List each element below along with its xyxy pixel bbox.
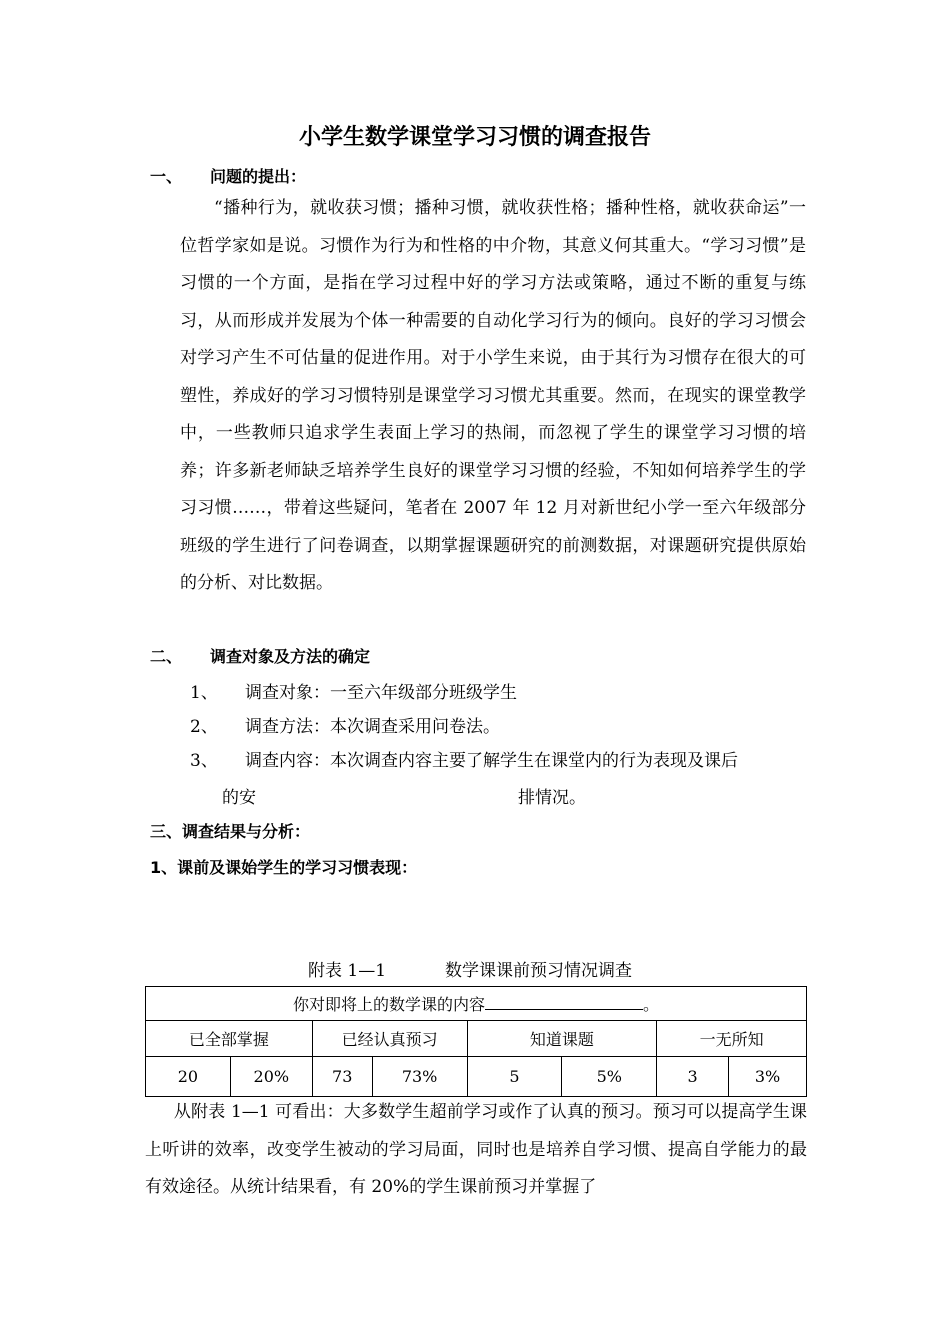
item-continuation-b: 排情况。 xyxy=(518,788,586,808)
question-end: 。 xyxy=(643,995,660,1014)
intro-paragraph: “播种行为，就收获习惯；播种习惯，就收获性格；播种性格，就收获命运”一位哲学家如是说。习惯作为行为和性格的中介物，其意义何其重大。“学习习惯”是习惯的一个方面，是指在学习过程中好的学习方法或策略，通过不断的重复与练习，从而形成并发展为个体一种需要的自动化学习行为的倾向。良好的学习习惯会对学习产生不可估量的促进作用。对于小学生来说，由于其行为习惯存在很大的可塑性，养成好的学习习惯特别是课堂学习习惯尤其重要。然而，在现实的课堂教学中，一些教师只追求学生表面上学习的热闹，而忽视了学生的课堂学习习惯的培养；许多新老师缺乏培养学生良好的课堂学习习惯的经验，不知如何培养学生的学习习惯……，带着这些疑问，笔者在 2007 年 12 月对新世纪小学一至六年级部分班级的学生进行了问卷调查，以期掌握课题研究的前测数据，对课题研究提供原始的分析、对比数据。 xyxy=(180,198,806,593)
section-heading-3: 三、调查结果与分析： xyxy=(150,822,311,841)
table-row xyxy=(146,987,807,1021)
list-item xyxy=(190,746,738,771)
table-cell-count: 5 xyxy=(467,1057,562,1097)
item-number: 2、 xyxy=(190,717,218,737)
table-header-cell: 已经认真预习 xyxy=(312,1021,467,1057)
table-cell-count: 3 xyxy=(657,1057,729,1097)
analysis-paragraph: 从附表 1—1 可看出：大多数学生超前学习或作了认真的预习。预习可以提高学生课上听讲的效率，改变学生被动的学习局面，同时也是培养自学习惯、提高自学能力的最有效途径。从统计结果看，有 20%的学生课前预习并掌握了 xyxy=(145,1102,807,1197)
section-title: 调查对象及方法的确定 xyxy=(210,647,371,666)
survey-table xyxy=(145,986,807,1097)
section-heading-1 xyxy=(150,164,306,187)
section-number: 一、 xyxy=(150,167,183,186)
table-caption-title: 数学课课前预习情况调查 xyxy=(445,961,632,981)
table-caption-label: 附表 1—1 xyxy=(308,961,387,981)
table-cell-percent: 20% xyxy=(230,1057,312,1097)
item-number: 3、 xyxy=(190,751,218,771)
item-text: 调查对象：一至六年级部分班级学生 xyxy=(245,683,517,703)
section-number: 二、 xyxy=(150,647,183,666)
table-header-cell: 已全部掌握 xyxy=(146,1021,313,1057)
table-cell-percent: 3% xyxy=(729,1057,807,1097)
section-title: 问题的提出： xyxy=(210,167,307,186)
subsection-heading: 1、课前及课始学生的学习习惯表现： xyxy=(150,858,418,877)
item-text: 调查方法：本次调查采用问卷法。 xyxy=(245,717,500,737)
question-text: 你对即将上的数学课的内容 xyxy=(292,995,485,1014)
table-cell-count: 73 xyxy=(312,1057,372,1097)
table-header-cell: 知道课题 xyxy=(467,1021,657,1057)
table-row xyxy=(146,1021,807,1057)
table-row xyxy=(146,1057,807,1097)
list-item xyxy=(190,678,517,703)
table-question-cell xyxy=(146,987,807,1021)
item-text: 调查内容：本次调查内容主要了解学生在课堂内的行为表现及课后 xyxy=(245,751,738,771)
table-cell-percent: 5% xyxy=(562,1057,657,1097)
answer-blank xyxy=(485,993,643,1010)
list-item xyxy=(190,712,500,737)
item-number: 1、 xyxy=(190,683,218,703)
section-heading-2 xyxy=(150,644,370,667)
item-continuation-a: 的安 xyxy=(222,788,256,808)
table-cell-percent: 73% xyxy=(372,1057,467,1097)
table-header-cell: 一无所知 xyxy=(657,1021,807,1057)
page-title: 小学生数学课堂学习习惯的调查报告 xyxy=(298,125,651,150)
table-cell-count: 20 xyxy=(146,1057,231,1097)
